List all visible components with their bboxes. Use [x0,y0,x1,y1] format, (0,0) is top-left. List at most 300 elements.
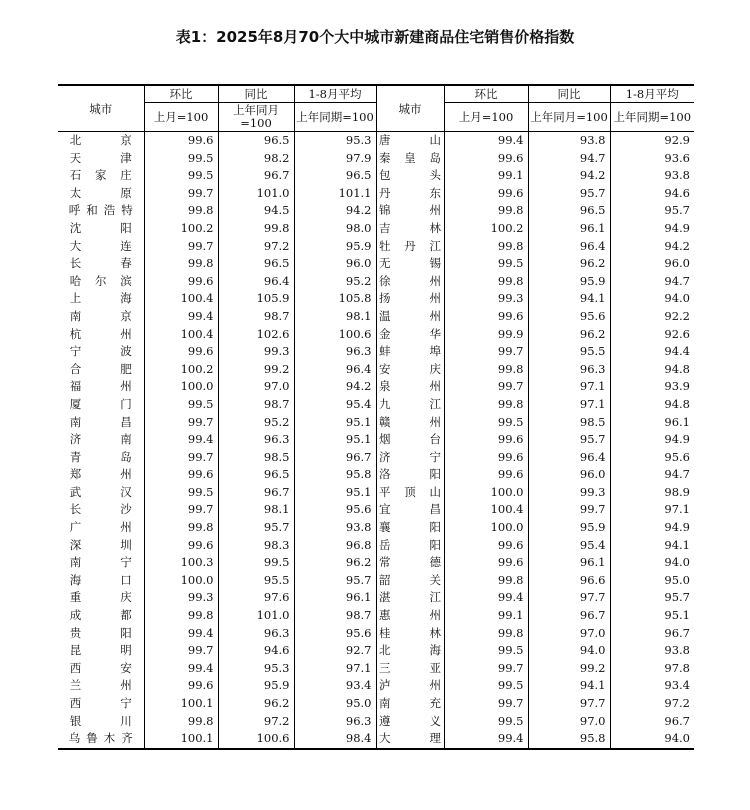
cell-avg-right: 92.6 [610,326,694,344]
table-row [58,150,694,168]
cell-yoy-left: 96.5 [218,255,294,273]
cell-city-left [58,202,144,220]
city-name: 兰 州 [69,678,132,693]
cell-mom-left: 99.6 [144,537,218,555]
city-name: 桂 林 [379,625,441,640]
table-row [58,466,694,484]
city-name: 郑 州 [69,467,132,482]
cell-city-left [58,607,144,625]
cell-avg-right: 94.0 [610,290,694,308]
city-name: 杭 州 [69,326,132,341]
cell-mom-right: 99.7 [444,660,528,678]
city-name: 扬 州 [379,291,441,306]
cell-yoy-right: 99.3 [528,484,610,502]
cell-yoy-right: 94.0 [528,642,610,660]
cell-avg-left: 95.1 [294,414,376,432]
city-name: 温 州 [379,308,441,323]
cell-mom-right: 100.2 [444,220,528,238]
city-name: 烟 台 [379,432,441,447]
city-name: 北 海 [379,643,441,658]
city-name: 平 顶 山 [379,484,441,499]
cell-avg-right: 92.2 [610,308,694,326]
cell-yoy-right: 96.4 [528,449,610,467]
cell-yoy-right: 95.7 [528,185,610,203]
cell-yoy-left: 98.7 [218,308,294,326]
header-avg-base-left: 上年同期=100 [294,103,376,132]
cell-avg-right: 94.9 [610,519,694,537]
cell-city-left [58,677,144,695]
cell-yoy-right: 97.0 [528,713,610,731]
cell-mom-right: 99.6 [444,185,528,203]
cell-mom-right: 99.8 [444,273,528,291]
cell-yoy-right: 99.7 [528,501,610,519]
city-name: 南 京 [69,308,132,323]
cell-avg-left: 95.8 [294,466,376,484]
cell-mom-right: 99.8 [444,625,528,643]
city-name: 吉 林 [379,220,441,235]
table-row [58,607,694,625]
cell-mom-right: 100.4 [444,501,528,519]
cell-avg-left: 95.9 [294,238,376,256]
cell-avg-left: 94.2 [294,378,376,396]
cell-yoy-left: 97.6 [218,589,294,607]
cell-mom-left: 100.1 [144,695,218,713]
cell-avg-right: 97.2 [610,695,694,713]
cell-avg-right: 96.7 [610,713,694,731]
cell-avg-right: 94.0 [610,730,694,749]
cell-mom-right: 99.4 [444,132,528,150]
header-yoy-base-right: 上年同月=100 [528,103,610,132]
cell-mom-left: 99.7 [144,414,218,432]
table-row [58,449,694,467]
table-row [58,343,694,361]
cell-city-right [376,167,444,185]
cell-mom-left: 99.5 [144,396,218,414]
cell-city-right [376,273,444,291]
cell-city-left [58,572,144,590]
cell-mom-right: 99.7 [444,695,528,713]
cell-mom-right: 99.8 [444,572,528,590]
city-name: 遵 义 [379,713,441,728]
city-name: 重 庆 [69,590,132,605]
city-name: 南 宁 [69,555,132,570]
header-mom-base-right: 上月=100 [444,103,528,132]
header-mom-left: 环比 [144,85,218,103]
table-row [58,202,694,220]
cell-mom-left: 100.4 [144,290,218,308]
city-name: 呼 和 浩 特 [68,203,133,218]
cell-avg-left: 96.3 [294,713,376,731]
cell-yoy-left: 98.7 [218,396,294,414]
cell-avg-left: 96.2 [294,554,376,572]
city-name: 九 江 [379,396,441,411]
cell-city-left [58,167,144,185]
cell-mom-right: 99.5 [444,642,528,660]
cell-yoy-left: 96.4 [218,273,294,291]
cell-mom-left: 100.3 [144,554,218,572]
cell-city-left [58,290,144,308]
cell-city-right [376,519,444,537]
cell-city-right [376,414,444,432]
cell-avg-left: 96.7 [294,449,376,467]
cell-avg-right: 94.6 [610,185,694,203]
city-name: 惠 州 [379,608,441,623]
table-row [58,519,694,537]
cell-city-right [376,730,444,749]
cell-yoy-left: 96.3 [218,431,294,449]
city-name: 贵 阳 [69,625,132,640]
cell-avg-right: 94.7 [610,466,694,484]
cell-yoy-right: 97.7 [528,589,610,607]
table-row [58,625,694,643]
cell-city-right [376,378,444,396]
cell-city-left [58,501,144,519]
cell-avg-right: 94.8 [610,361,694,379]
cell-avg-right: 95.6 [610,449,694,467]
cell-mom-right: 99.6 [444,449,528,467]
cell-city-right [376,695,444,713]
cell-city-left [58,326,144,344]
header-mom-right: 环比 [444,85,528,103]
cell-city-right [376,607,444,625]
header-city-left: 城市 [58,85,144,132]
cell-mom-right: 100.0 [444,484,528,502]
cell-yoy-left: 96.7 [218,167,294,185]
cell-yoy-left: 94.5 [218,202,294,220]
cell-yoy-left: 99.8 [218,220,294,238]
cell-avg-right: 96.1 [610,414,694,432]
city-name: 银 川 [69,713,132,728]
city-name: 哈 尔 滨 [69,273,132,288]
cell-avg-left: 95.2 [294,273,376,291]
cell-avg-right: 97.1 [610,501,694,519]
cell-mom-left: 99.4 [144,308,218,326]
cell-mom-left: 99.6 [144,466,218,484]
header-city-right: 城市 [376,85,444,132]
cell-yoy-left: 99.3 [218,343,294,361]
cell-mom-left: 99.4 [144,660,218,678]
city-name: 包 头 [379,168,441,183]
cell-yoy-right: 95.5 [528,343,610,361]
cell-city-left [58,431,144,449]
table-row [58,308,694,326]
cell-avg-left: 93.4 [294,677,376,695]
cell-yoy-right: 98.5 [528,414,610,432]
table-row [58,378,694,396]
cell-mom-left: 99.4 [144,625,218,643]
city-name: 厦 门 [69,396,132,411]
cell-avg-right: 94.9 [610,220,694,238]
cell-avg-right: 95.0 [610,572,694,590]
cell-city-left [58,273,144,291]
cell-city-left [58,625,144,643]
cell-yoy-right: 96.6 [528,572,610,590]
cell-yoy-left: 96.5 [218,466,294,484]
city-name: 太 原 [69,185,132,200]
cell-city-left [58,220,144,238]
table-row [58,677,694,695]
cell-mom-left: 99.8 [144,607,218,625]
city-name: 济 宁 [379,449,441,464]
cell-mom-left: 99.4 [144,431,218,449]
cell-avg-left: 95.0 [294,695,376,713]
cell-yoy-left: 97.2 [218,713,294,731]
table-row [58,572,694,590]
cell-mom-left: 99.6 [144,132,218,150]
cell-mom-left: 99.7 [144,501,218,519]
city-name: 南 昌 [69,414,132,429]
cell-yoy-right: 97.0 [528,625,610,643]
city-name: 长 沙 [69,502,132,517]
cell-yoy-left: 97.2 [218,238,294,256]
cell-avg-left: 97.9 [294,150,376,168]
cell-mom-left: 100.2 [144,361,218,379]
cell-city-left [58,554,144,572]
cell-city-left [58,466,144,484]
table-row [58,484,694,502]
city-name: 成 都 [69,608,132,623]
cell-yoy-right: 94.1 [528,677,610,695]
cell-avg-left: 95.3 [294,132,376,150]
cell-yoy-right: 95.4 [528,537,610,555]
cell-yoy-right: 96.0 [528,466,610,484]
cell-city-left [58,396,144,414]
cell-mom-left: 99.5 [144,167,218,185]
cell-avg-left: 95.1 [294,484,376,502]
cell-mom-left: 99.3 [144,589,218,607]
cell-city-left [58,537,144,555]
cell-mom-left: 99.5 [144,484,218,502]
cell-city-right [376,361,444,379]
cell-mom-right: 99.6 [444,308,528,326]
cell-yoy-left: 101.0 [218,185,294,203]
cell-city-left [58,713,144,731]
city-name: 深 圳 [69,537,132,552]
city-name: 泸 州 [379,678,441,693]
cell-avg-right: 95.1 [610,607,694,625]
cell-city-left [58,238,144,256]
city-name: 赣 州 [379,414,441,429]
table-row [58,589,694,607]
cell-avg-left: 92.7 [294,642,376,660]
cell-avg-right: 94.4 [610,343,694,361]
cell-avg-left: 105.8 [294,290,376,308]
table-row [58,642,694,660]
cell-mom-left: 100.1 [144,730,218,749]
header-avg-right: 1-8月平均 [610,85,694,103]
cell-mom-right: 99.6 [444,466,528,484]
cell-mom-right: 99.5 [444,713,528,731]
cell-yoy-left: 101.0 [218,607,294,625]
cell-mom-right: 99.7 [444,378,528,396]
cell-city-right [376,185,444,203]
cell-yoy-right: 93.8 [528,132,610,150]
cell-avg-left: 96.3 [294,343,376,361]
city-name: 岳 阳 [379,537,441,552]
cell-city-right [376,449,444,467]
city-name: 唐 山 [379,133,441,147]
table-row [58,695,694,713]
cell-city-right [376,677,444,695]
cell-mom-right: 99.5 [444,414,528,432]
cell-city-right [376,150,444,168]
cell-city-right [376,642,444,660]
cell-avg-right: 95.7 [610,589,694,607]
cell-city-left [58,343,144,361]
cell-yoy-left: 102.6 [218,326,294,344]
cell-yoy-left: 97.0 [218,378,294,396]
table-row [58,361,694,379]
cell-mom-right: 99.8 [444,202,528,220]
cell-avg-left: 95.7 [294,572,376,590]
cell-city-right [376,326,444,344]
table-row [58,660,694,678]
cell-city-left [58,642,144,660]
cell-city-left [58,730,144,749]
city-name: 常 德 [379,555,441,570]
cell-avg-left: 96.0 [294,255,376,273]
city-name: 沈 阳 [69,220,132,235]
cell-avg-right: 94.2 [610,238,694,256]
table-row [58,730,694,749]
header-yoy-left: 同比 [218,85,294,103]
city-name: 福 州 [69,379,132,394]
cell-mom-right: 99.1 [444,607,528,625]
cell-yoy-left: 100.6 [218,730,294,749]
city-name: 丹 东 [379,185,441,200]
cell-mom-right: 99.6 [444,537,528,555]
cell-mom-right: 99.6 [444,431,528,449]
cell-city-right [376,466,444,484]
cell-city-left [58,308,144,326]
city-name: 西 安 [69,660,132,675]
table-row [58,431,694,449]
city-name: 安 庆 [379,361,441,376]
cell-avg-right: 97.8 [610,660,694,678]
cell-avg-left: 98.0 [294,220,376,238]
table-row [58,537,694,555]
cell-yoy-left: 98.1 [218,501,294,519]
cell-avg-left: 98.4 [294,730,376,749]
city-name: 北 京 [69,133,132,147]
cell-avg-left: 101.1 [294,185,376,203]
cell-yoy-left: 98.3 [218,537,294,555]
city-name: 泉 州 [379,379,441,394]
cell-yoy-left: 94.6 [218,642,294,660]
cell-yoy-left: 98.5 [218,449,294,467]
city-name: 金 华 [379,326,441,341]
cell-yoy-left: 105.9 [218,290,294,308]
cell-mom-left: 99.5 [144,150,218,168]
cell-yoy-left: 95.9 [218,677,294,695]
cell-city-right [376,396,444,414]
city-name: 上 海 [69,291,132,306]
cell-city-left [58,255,144,273]
cell-city-right [376,572,444,590]
header-avg-base-right: 上年同期=100 [610,103,694,132]
cell-mom-right: 99.5 [444,255,528,273]
cell-city-right [376,484,444,502]
cell-city-left [58,449,144,467]
cell-avg-right: 98.9 [610,484,694,502]
cell-yoy-right: 96.1 [528,554,610,572]
cell-yoy-right: 96.7 [528,607,610,625]
city-name: 襄 阳 [379,520,441,535]
cell-yoy-right: 99.2 [528,660,610,678]
table-row [58,255,694,273]
cell-yoy-left: 96.5 [218,132,294,150]
cell-mom-left: 99.8 [144,202,218,220]
city-name: 无 锡 [379,256,441,271]
table-row [58,132,694,150]
cell-yoy-left: 95.5 [218,572,294,590]
cell-city-left [58,361,144,379]
cell-city-right [376,625,444,643]
header-yoy-right: 同比 [528,85,610,103]
cell-yoy-right: 95.8 [528,730,610,749]
cell-avg-right: 94.1 [610,537,694,555]
city-name: 锦 州 [379,203,441,218]
cell-avg-right: 96.0 [610,255,694,273]
table-row [58,501,694,519]
cell-city-left [58,185,144,203]
cell-yoy-right: 95.7 [528,431,610,449]
cell-city-right [376,255,444,273]
cell-avg-right: 93.9 [610,378,694,396]
city-name: 昆 明 [69,643,132,658]
cell-avg-left: 100.6 [294,326,376,344]
cell-yoy-left: 96.2 [218,695,294,713]
cell-mom-right: 99.3 [444,290,528,308]
cell-yoy-left: 96.3 [218,625,294,643]
city-name: 蚌 埠 [379,344,441,359]
table-row [58,273,694,291]
table-title: 表1：2025年8月70个大中城市新建商品住宅销售价格指数 [175,28,575,46]
city-name: 三 亚 [379,660,441,675]
table-row [58,167,694,185]
cell-city-left [58,484,144,502]
table-row [58,185,694,203]
cell-mom-left: 100.2 [144,220,218,238]
cell-avg-left: 96.8 [294,537,376,555]
cell-city-left [58,414,144,432]
cell-mom-right: 99.4 [444,730,528,749]
cell-mom-left: 100.0 [144,378,218,396]
table-row [58,713,694,731]
cell-yoy-right: 97.1 [528,396,610,414]
cell-city-right [376,431,444,449]
city-name: 洛 阳 [379,467,441,482]
cell-yoy-right: 95.9 [528,273,610,291]
cell-mom-right: 99.6 [444,150,528,168]
city-name: 广 州 [69,520,132,535]
cell-yoy-left: 95.7 [218,519,294,537]
cell-avg-left: 98.7 [294,607,376,625]
cell-avg-right: 95.7 [610,202,694,220]
cell-mom-right: 99.5 [444,677,528,695]
cell-avg-left: 96.4 [294,361,376,379]
cell-yoy-right: 96.1 [528,220,610,238]
cell-city-right [376,132,444,150]
cell-city-right [376,660,444,678]
table-row [58,396,694,414]
cell-mom-right: 99.7 [444,343,528,361]
cell-avg-right: 92.9 [610,132,694,150]
cell-mom-left: 100.0 [144,572,218,590]
cell-yoy-right: 97.7 [528,695,610,713]
cell-city-left [58,695,144,713]
cell-mom-right: 99.8 [444,361,528,379]
